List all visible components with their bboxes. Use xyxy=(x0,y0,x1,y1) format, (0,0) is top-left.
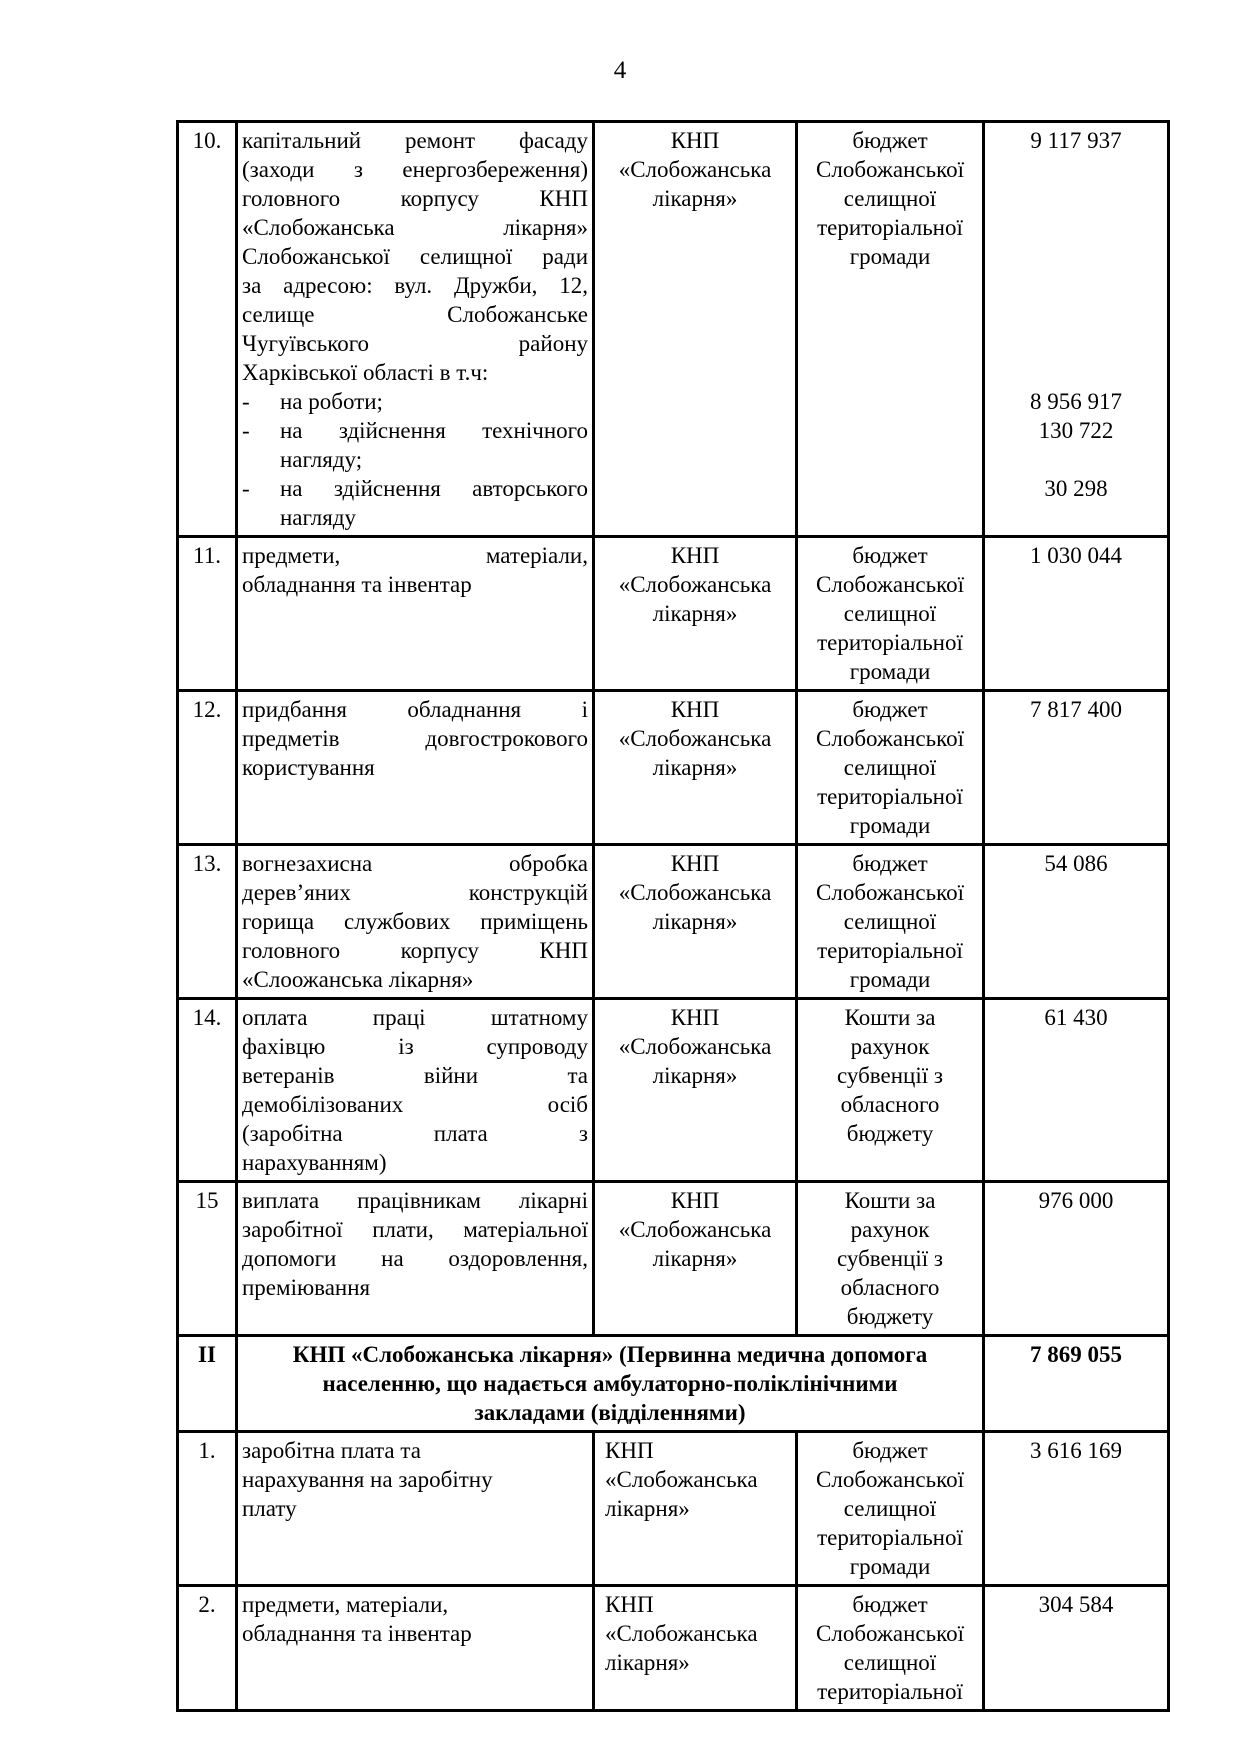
section-header-line: населенню, що надається амбулаторно-поліклінічними xyxy=(322,1371,898,1396)
funding-source-line: рахунок xyxy=(850,1217,930,1242)
description-line: Харківської області в т.ч: xyxy=(242,360,489,385)
funding-source-line: бюджет xyxy=(852,1592,928,1617)
executor-line: КНП xyxy=(605,1438,654,1463)
funding-source-line: селищної xyxy=(843,1650,937,1675)
description-line: фахівцю із супроводу xyxy=(242,1034,588,1059)
amount-value: 7 869 055 xyxy=(1030,1342,1122,1367)
row-number: 2. xyxy=(198,1592,216,1617)
funding-source-line: бюджет xyxy=(852,697,928,722)
description-line: Слобожанської селищної ради xyxy=(242,244,588,269)
description-line: головного корпусу КНП xyxy=(242,938,588,963)
amount-value xyxy=(989,300,1163,329)
description-cell xyxy=(237,122,594,537)
funding-source-cell xyxy=(797,845,984,999)
description-line: демобілізованих осіб xyxy=(242,1092,588,1117)
table-row xyxy=(178,691,1169,845)
description-cell xyxy=(237,691,594,845)
row-number: 11. xyxy=(193,543,221,568)
row-number-cell xyxy=(178,691,237,845)
description-line: заробітної плати, матеріальної xyxy=(242,1217,588,1242)
table-row xyxy=(178,537,1169,691)
funding-source-line: громади xyxy=(849,967,931,992)
row-number-cell xyxy=(178,845,237,999)
list-item-line xyxy=(242,474,588,503)
executor-line: КНП xyxy=(670,1005,720,1030)
row-number: 15 xyxy=(195,1188,219,1213)
table-row xyxy=(178,1432,1169,1586)
description-line: плату xyxy=(242,1496,297,1521)
amount-value xyxy=(989,184,1163,213)
section-header-cell xyxy=(237,1336,984,1432)
funding-source-line: бюджет xyxy=(852,543,928,568)
description-cell xyxy=(237,999,594,1182)
executor-line: лікарня» xyxy=(605,1496,690,1521)
amount-value: 976 000 xyxy=(1038,1188,1114,1213)
amount-cell xyxy=(984,122,1169,537)
funding-source-line: Слобожанської xyxy=(816,1467,964,1492)
amount-value xyxy=(989,271,1163,300)
funding-source-line: обласного xyxy=(840,1092,940,1117)
description-line: виплата працівникам лікарні xyxy=(242,1188,588,1213)
description-line: обладнання та інвентар xyxy=(242,1621,472,1646)
executor-line: лікарня» xyxy=(652,601,738,626)
description-line: преміювання xyxy=(242,1275,371,1300)
list-item-text: на здійснення авторського xyxy=(280,476,588,501)
amount-cell xyxy=(984,691,1169,845)
row-number: ІІ xyxy=(198,1342,216,1367)
executor-line: «Слобожанська xyxy=(618,1217,772,1242)
dash-marker: - xyxy=(242,389,250,414)
amount-value: 30 298 xyxy=(1044,476,1108,501)
funding-source-line: Слобожанської xyxy=(816,726,964,751)
amount-cell xyxy=(984,537,1169,691)
description-cell xyxy=(237,1182,594,1336)
row-number-cell xyxy=(178,537,237,691)
page-number: 4 xyxy=(613,57,627,84)
table-row xyxy=(178,1336,1169,1432)
amount-cell xyxy=(984,1182,1169,1336)
funding-source-line: громади xyxy=(849,659,931,684)
amount-value xyxy=(989,329,1163,358)
row-number: 10. xyxy=(192,128,222,153)
funding-source-cell xyxy=(797,1182,984,1336)
executor-line: «Слобожанська xyxy=(605,1467,758,1492)
description-line: придбання обладнання і xyxy=(242,697,588,722)
description-line: допомоги на оздоровлення, xyxy=(242,1246,588,1271)
funding-source-line: селищної xyxy=(843,909,937,934)
executor-cell xyxy=(594,537,797,691)
budget-table xyxy=(176,120,1170,1712)
funding-source-line: громади xyxy=(849,813,931,838)
funding-source-cell xyxy=(797,691,984,845)
section-header-line: КНП «Слобожанська лікарня» (Первинна медична допомога xyxy=(292,1342,928,1367)
executor-line: КНП xyxy=(670,128,720,153)
table-row xyxy=(178,1182,1169,1336)
description-line: предмети, матеріали, xyxy=(242,1592,449,1617)
executor-line: лікарня» xyxy=(652,186,738,211)
amount-value: 8 956 917 xyxy=(1030,389,1122,414)
description-line: за адресою: вул. Дружби, 12, xyxy=(242,273,588,298)
list-item-text: на здійснення технічного xyxy=(280,418,588,443)
funding-source-line: громади xyxy=(849,244,931,269)
table-row xyxy=(178,1586,1169,1711)
description-line: ветеранів війни та xyxy=(242,1063,588,1088)
description-line: обладнання та інвентар xyxy=(242,572,472,597)
row-number-cell xyxy=(178,1432,237,1586)
funding-source-line: територіальної xyxy=(817,784,963,809)
description-cell xyxy=(237,537,594,691)
description-line: «Слоожанська лікарня» xyxy=(242,967,474,992)
row-number: 14. xyxy=(192,1005,222,1030)
funding-source-line: громади xyxy=(849,1554,931,1579)
amount-value: 130 722 xyxy=(1038,418,1114,443)
funding-source-line: селищної xyxy=(843,186,937,211)
description-line: Чугуївського району xyxy=(242,331,588,356)
description-cell xyxy=(237,1432,594,1586)
dash-marker: - xyxy=(242,476,250,501)
amount-value: 9 117 937 xyxy=(1030,128,1122,153)
description-line: (заробітна плата з xyxy=(242,1121,588,1146)
row-number-cell xyxy=(178,122,237,537)
executor-line: КНП xyxy=(670,543,720,568)
funding-source-line: рахунок xyxy=(850,1034,930,1059)
amount-value: 54 086 xyxy=(1044,851,1108,876)
funding-source-cell xyxy=(797,1432,984,1586)
funding-source-line: субвенції з xyxy=(837,1246,943,1271)
executor-cell xyxy=(594,845,797,999)
amount-value xyxy=(989,242,1163,271)
amount-cell xyxy=(984,1336,1169,1432)
executor-cell xyxy=(594,1586,797,1711)
description-cell xyxy=(237,1586,594,1711)
row-number-cell xyxy=(178,1182,237,1336)
amount-value xyxy=(989,445,1163,474)
amount-value: 61 430 xyxy=(1044,1005,1108,1030)
dash-marker: - xyxy=(242,418,250,443)
description-line: нарахування на заробітну xyxy=(242,1467,493,1492)
section-header-line: закладами (відділеннями) xyxy=(474,1400,746,1425)
executor-cell xyxy=(594,999,797,1182)
amount-value: 304 584 xyxy=(1038,1592,1114,1617)
executor-cell xyxy=(594,691,797,845)
amount-value xyxy=(989,155,1163,184)
funding-source-cell xyxy=(797,122,984,537)
executor-line: «Слобожанська xyxy=(618,880,772,905)
description-line: (заходи з енергозбереження) xyxy=(242,157,588,182)
description-line: горища службових приміщень xyxy=(242,909,588,934)
executor-line: «Слобожанська xyxy=(618,1034,772,1059)
amount-value xyxy=(989,358,1163,387)
description-line: оплата праці штатному xyxy=(242,1005,588,1030)
funding-source-line: Слобожанської xyxy=(816,880,964,905)
row-number-cell xyxy=(178,1336,237,1432)
list-item-line xyxy=(242,387,588,416)
funding-source-line: селищної xyxy=(843,601,937,626)
funding-source-line: Кошти за xyxy=(844,1188,936,1213)
funding-source-line: бюджету xyxy=(846,1121,934,1146)
funding-source-line: територіальної xyxy=(817,938,963,963)
executor-line: КНП xyxy=(670,1188,720,1213)
funding-source-cell xyxy=(797,1586,984,1711)
description-line: нарахуванням) xyxy=(242,1150,387,1175)
amount-cell xyxy=(984,1432,1169,1586)
executor-line: «Слобожанська xyxy=(618,157,772,182)
description-line: нагляду; xyxy=(280,447,363,472)
funding-source-line: Слобожанської xyxy=(816,157,964,182)
funding-source-line: бюджет xyxy=(852,851,928,876)
description-line: предметів довгострокового xyxy=(242,726,588,751)
description-line: дерев’яних конструкцій xyxy=(242,880,588,905)
budget-table-body xyxy=(178,122,1169,1711)
funding-source-line: селищної xyxy=(843,755,937,780)
executor-line: КНП xyxy=(605,1592,654,1617)
description-line: «Слобожанська лікарня» xyxy=(242,215,588,240)
table-row xyxy=(178,999,1169,1182)
amount-value xyxy=(989,213,1163,242)
description-line: капітальний ремонт фасаду xyxy=(242,128,588,153)
row-number: 12. xyxy=(192,697,222,722)
funding-source-cell xyxy=(797,999,984,1182)
funding-source-line: територіальної xyxy=(817,215,963,240)
funding-source-line: бюджет xyxy=(852,128,928,153)
funding-source-line: Слобожанської xyxy=(816,1621,964,1646)
executor-cell xyxy=(594,122,797,537)
funding-source-cell xyxy=(797,537,984,691)
list-item-text: на роботи; xyxy=(280,389,383,414)
funding-source-line: бюджет xyxy=(852,1438,928,1463)
funding-source-line: субвенції з xyxy=(837,1063,943,1088)
table-row xyxy=(178,122,1169,537)
description-line: вогнезахисна обробка xyxy=(242,851,588,876)
executor-line: лікарня» xyxy=(652,909,738,934)
description-line: користування xyxy=(242,755,375,780)
executor-line: «Слобожанська xyxy=(618,572,772,597)
executor-cell xyxy=(594,1432,797,1586)
list-item-line xyxy=(242,416,588,445)
executor-line: лікарня» xyxy=(652,755,738,780)
funding-source-line: бюджету xyxy=(846,1304,934,1329)
amount-cell xyxy=(984,1586,1169,1711)
row-number: 13. xyxy=(192,851,222,876)
funding-source-line: територіальної xyxy=(817,1679,963,1704)
description-line: селище Слобожанське xyxy=(242,302,588,327)
executor-line: «Слобожанська xyxy=(618,726,772,751)
executor-line: «Слобожанська xyxy=(605,1621,758,1646)
description-line: предмети, матеріали, xyxy=(242,543,588,568)
description-line: заробітна плата та xyxy=(242,1438,421,1463)
table-row xyxy=(178,845,1169,999)
funding-source-line: територіальної xyxy=(817,1525,963,1550)
row-number: 1. xyxy=(198,1438,216,1463)
funding-source-line: обласного xyxy=(840,1275,940,1300)
amount-value: 1 030 044 xyxy=(1030,543,1122,568)
description-cell xyxy=(237,845,594,999)
funding-source-line: селищної xyxy=(843,1496,937,1521)
amount-value: 3 616 169 xyxy=(1030,1438,1122,1463)
executor-line: лікарня» xyxy=(605,1650,690,1675)
executor-line: КНП xyxy=(670,851,720,876)
executor-line: лікарня» xyxy=(652,1063,738,1088)
funding-source-line: територіальної xyxy=(817,630,963,655)
executor-cell xyxy=(594,1182,797,1336)
executor-line: КНП xyxy=(670,697,720,722)
amount-value: 7 817 400 xyxy=(1030,697,1122,722)
row-number-cell xyxy=(178,1586,237,1711)
description-line: головного корпусу КНП xyxy=(242,186,588,211)
description-line: нагляду xyxy=(280,505,357,530)
amount-cell xyxy=(984,999,1169,1182)
funding-source-line: Кошти за xyxy=(844,1005,936,1030)
executor-line: лікарня» xyxy=(652,1246,738,1271)
row-number-cell xyxy=(178,999,237,1182)
amount-cell xyxy=(984,845,1169,999)
funding-source-line: Слобожанської xyxy=(816,572,964,597)
